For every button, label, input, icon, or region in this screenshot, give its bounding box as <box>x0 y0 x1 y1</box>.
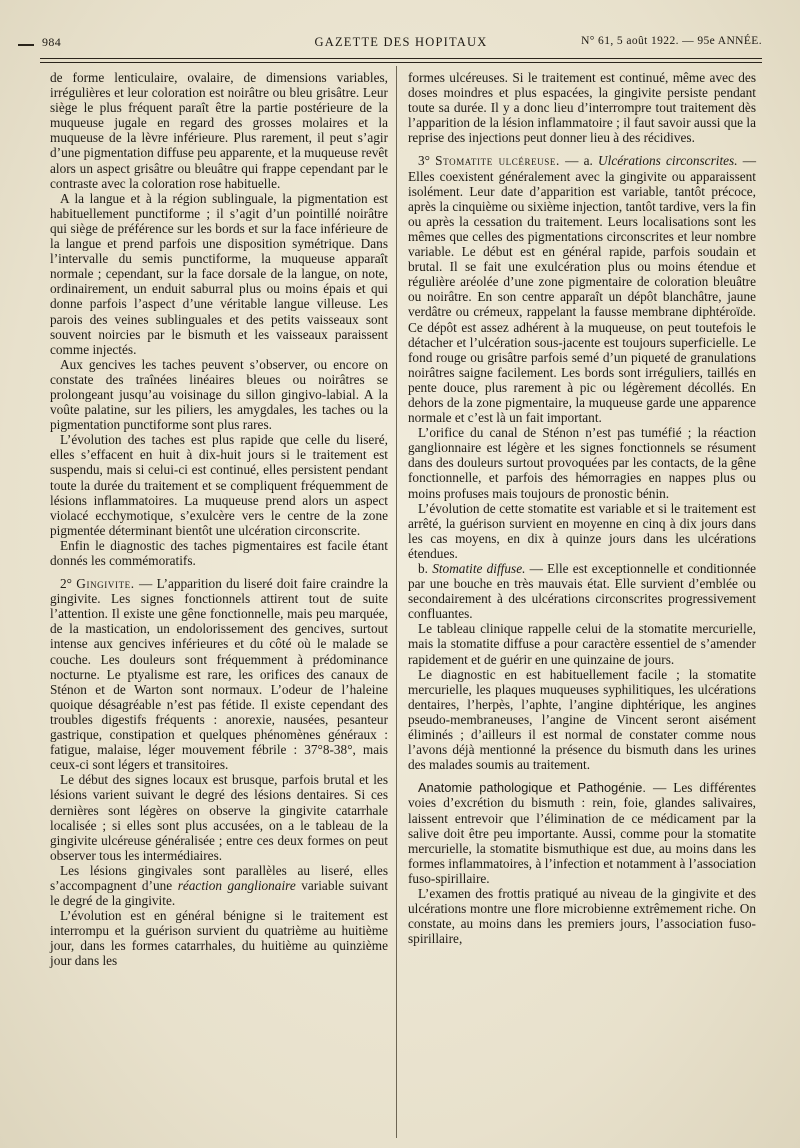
paragraph: L’examen des frottis pratiqué au niveau de la gingivite et des ulcérations montre une flore microbienne extrêmement riche. On constate, au moins dans les premiers jours, l’association fuso-spirillaire, <box>408 885 756 947</box>
paragraph: Le diagnostic en est habituellement facile ; la stomatite mercurielle, les plaques muqueuses syphilitiques, les ulcérations dentaires, l’herpès, l’aphte, l’angine diphtérique, les angines pseudo-membraneuses, l’angine de Vincent seront aisément éliminés ; d’ailleurs il est normal de constater comme nous l’avons déjà mentionné la présence du bismuth dans les urines des malades soumis au traitement. <box>408 666 756 773</box>
paragraph: L’évolution des taches est plus rapide que celle du liseré, elles s’effacent en huit à dix-huit jours si le traitement est suspendu, mais si celui-ci est continué, elles persistent pendant toute la durée du traitement et se compliquent fréquemment de lésions inflammatoires. La muqueuse prend alors un aspect violacé ecchymotique, s’exulcère vers le centre de la zone pigmentée déterminant bientôt une ulcération circonscrite. <box>50 432 388 538</box>
paragraph: L’orifice du canal de Sténon n’est pas tuméfié ; la réaction ganglionnaire est légère et les signes fonctionnels se résument dans des douleurs surtout provoquées par les contacts, de la gêne fonctionnelle, et parfois des hémorragies en nappes plus ou moins profuses mais toujours de pronostic bénin. <box>408 425 756 501</box>
section-heading: Stomatite ulcéreuse. <box>435 153 560 169</box>
paragraph: formes ulcéreuses. Si le traitement est continué, même avec des doses moindres et plus espacées, la gingivite persiste pendant toute sa durée. Il y a donc lieu d’interrompre tout traitement dès l’apparition de la lésion inflammatoire ; il faut savoir aussi que la reprise des injections peut donner lieu à des récidives. <box>408 70 756 146</box>
page-number: 984 <box>42 35 62 49</box>
italic-term: réaction ganglionaire <box>177 877 296 893</box>
paragraph: A la langue et à la région sublinguale, la pigmentation est habituellement punctiforme ; il s’agit d’un pointillé noirâtre qui siège de préférence sur les bords et sur la face inférieure de la langue et prend parfois une disposition symétrique. Dans l’intervalle du semis punctiforme, la muqueuse apparaît normale ; cependant, sur la face dorsale de la langue, on note, ordinairement, un enduit saburral plus ou moins épais et qui donne parfois l’aspect d’une véritable langue villeuse. Les parois des veines sublinguales et des petits vaisseaux sont souvent noircies par le bismuth et les vaisseaux paraissent comme injectés. <box>50 190 388 357</box>
italic-term: Stomatite diffuse. <box>432 561 526 576</box>
italic-term: Ulcérations circonscrites. <box>598 153 738 169</box>
section-number: 3° <box>418 153 430 169</box>
paragraph: L’évolution de cette stomatite est variable et si le traitement est arrêté, la guérison survient en moyenne en cinq à dix jours dans les cas moyens, en dix à quinze jours dans les ulcérations étendues. <box>408 500 756 561</box>
paragraph: Le début des signes locaux est brusque, parfois brutal et les lésions varient suivant le degré des lésions dentaires. Si ces dernières sont légères on observe la gingivite catarrhale localisée ; si elles sont plus accusées, on a le tableau de la gingivite ulcéreuse généralisée ; entre ces deux formes on peut observer tous les intermédiaires. <box>50 772 388 863</box>
right-column <box>408 70 756 946</box>
section-anatomie: Anatomie pathologique et Pathogénie. — Les différentes voies d’excrétion du bismuth : rein, foie, glandes salivaires, laissent entrevoir que l’élimination de ce médicament par la salive doit être peu importante. Aussi, comme pour la stomatite mercurielle, la stomatite bismuthique est due, au moins dans les formes inflammatoires, à l’infection et notamment à l’association fuso-spirillaire. <box>408 780 756 886</box>
header-rule-top <box>40 58 762 59</box>
paragraph: Enfin le diagnostic des taches pigmentaires est facile étant donnés les commémoratifs. <box>50 537 388 568</box>
paragraph: L’évolution est en général bénigne si le traitement est interrompu et la guérison survient du quatrième au huitième jour, dans les formes catarrhales, du huitième au quinzième jour dans les <box>50 908 388 969</box>
paragraph: Les lésions gingivales sont parallèles au liseré, elles s’accompagnent d’une réaction ganglionaire variable suivant le degré de la gingivite. <box>50 862 388 909</box>
paragraph: b. Stomatite diffuse. — Elle est exceptionnelle et conditionnée par une bouche en très mauvais état. Elle survient d’emblée ou secondairement à des ulcérations circonscrites progressivement confluantes. <box>408 561 757 622</box>
section-gingivite: 2° Gingivite. — L’apparition du liseré doit faire craindre la gingivite. Les signes fonctionnels attirent tout de suite l’attention. Il existe une gêne fonctionnelle, mais peu marquée, de la mastication, un endolorissement des gencives, surtout intense aux gencives inférieures et du côté où le malade se couche. Les douleurs sont fréquemment à prédominance nocturne. Le ptyalisme est rare, les orifices des canaux de Sténon et de Warton sont normaux. L’odeur de l’haleine quoique désagréable n’est pas fétide. Il existe cependant des troubles digestifs fréquents : anorexie, nausées, pesanteur gastrique, constipation et quelques phénomènes généraux : fatigue, malaise, léger mouvement fébrile : 37°8-38°, mais ceux-ci sont légers et transitoires. <box>50 576 388 773</box>
section-stomatite: 3° Stomatite ulcéreuse. — a. Ulcérations circonscrites. — Elles coexistent généralement avec la gingivite ou apparaissent isolément. Leur date d’apparition est variable, tantôt précoce, après la cinquième ou sixième injection, tantôt tardive, vers la fin ou après la cessation du traitement. Leurs localisations sont les mêmes que celles des pigmentations circonscrites et leur nombre variable. Le début est en général rapide, parfois soudain et brutal. Il se fait une exulcération plus ou moins étendue et régulière aréolée d’une zone pigmentaire de coloration bleuâtre ou noirâtre. En son centre apparaît un dépôt blanchâtre, jaune verdâtre ou crémeux, rappelant la fausse membrane diphtéroïde. Ce dépôt est assez adhérent à la muqueuse, on peut toutefois le détacher et l’ulcération sous-jacente est toujours superficielle. Le fond rouge ou grisâtre parfois semé d’un piqueté de granulations noirâtres saigne facilement. Les bords sont irréguliers, taillés en pente douce, plus rarement à pic ou légèrement décollés. En dehors de la zone pigmentaire, la muqueuse garde une apparence normale et c’est là un fait important. <box>408 153 757 426</box>
paragraph: Aux gencives les taches peuvent s’observer, ou encore on constate des traînées linéaires bleues ou noirâtres se prolongeant jusqu’au voisinage du sillon gingivo-labial. A la voûte palatine, sur les piliers, les amygdales, les taches ou la pigmentation punctiforme sont plus rares. <box>50 356 388 433</box>
header-rule-bottom <box>40 62 762 63</box>
margin-dash <box>18 44 34 46</box>
column-divider <box>396 66 397 1138</box>
paragraph: de forme lenticulaire, ovalaire, de dimensions variables, irrégulières et leur coloration est noirâtre ou bleu grisâtre. Leur siège le plus fréquent paraît être la partie postérieure de la muqueuse jugale en regard des grosses molaires et la muqueuse de la lèvre inférieure. Plus rarement, il peut s’agir d’une pigmentation diffuse peu apparente, et la muqueuse revêt alors un aspect grisâtre ou bleuâtre qui frappe cependant par le contraste avec la coloration rose habituelle. <box>50 70 388 191</box>
left-column <box>50 70 388 969</box>
page-header <box>40 32 762 54</box>
journal-title: GAZETTE DES HOPITAUX <box>314 35 488 49</box>
paragraph: Le tableau clinique rappelle celui de la stomatite mercurielle, mais la stomatite diffuse a pour caractère essentiel de s’amender rapidement et de guérir en une quinzaine de jours. <box>408 621 756 667</box>
issue-info: N° 61, 5 août 1922. — 95e ANNÉE. <box>581 35 762 47</box>
section-number: 2° <box>60 576 72 592</box>
section-heading: Gingivite. <box>76 576 135 592</box>
section-heading: Anatomie pathologique et Pathogénie. <box>418 780 646 796</box>
